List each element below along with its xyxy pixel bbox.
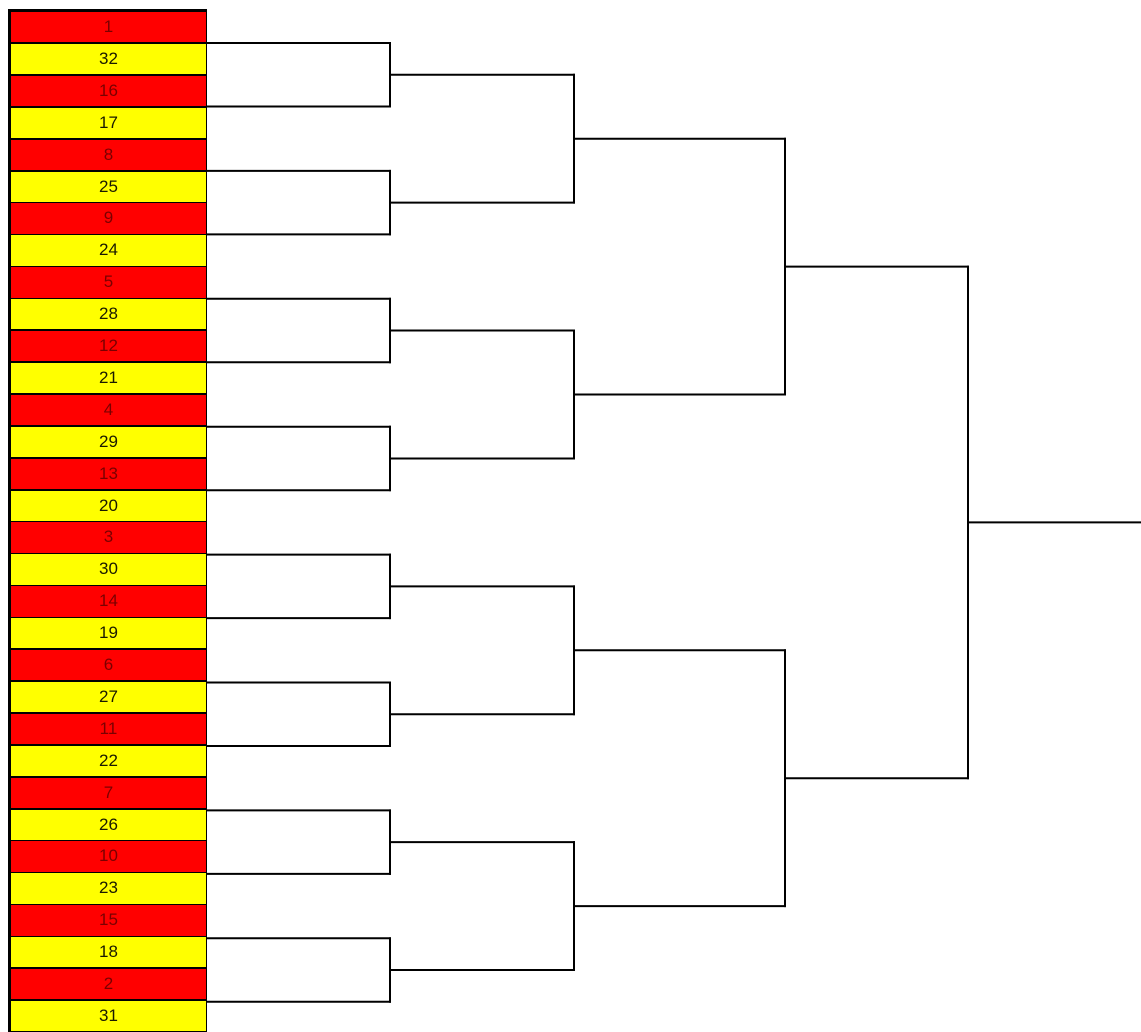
seed-cell: 14 xyxy=(11,586,206,616)
seed-cell: 19 xyxy=(11,618,206,648)
seed-cell: 29 xyxy=(11,427,206,457)
seed-cell: 25 xyxy=(11,172,206,202)
seed-cell: 13 xyxy=(11,459,206,489)
seed-cell: 32 xyxy=(11,44,206,74)
seed-cell: 2 xyxy=(11,969,206,999)
seed-cell: 30 xyxy=(11,554,206,584)
seed-cell: 8 xyxy=(11,140,206,170)
seed-cell: 16 xyxy=(11,76,206,106)
seed-cell: 12 xyxy=(11,331,206,361)
seed-cell: 17 xyxy=(11,108,206,138)
seed-cell: 3 xyxy=(11,522,206,552)
seed-cell: 21 xyxy=(11,363,206,393)
seed-cell: 1 xyxy=(11,12,206,42)
seed-cell: 5 xyxy=(11,267,206,297)
seed-cell: 11 xyxy=(11,714,206,744)
seed-cell: 27 xyxy=(11,682,206,712)
seed-cell: 4 xyxy=(11,395,206,425)
seed-cell: 20 xyxy=(11,491,206,521)
seed-cell: 28 xyxy=(11,299,206,329)
seed-cell: 24 xyxy=(11,235,206,265)
seed-cell: 15 xyxy=(11,905,206,935)
seed-cell: 22 xyxy=(11,746,206,776)
seed-cell: 23 xyxy=(11,873,206,903)
seed-cell: 31 xyxy=(11,1001,206,1031)
seed-cell: 6 xyxy=(11,650,206,680)
seed-cell: 9 xyxy=(11,203,206,233)
seed-cell: 7 xyxy=(11,778,206,808)
seed-cell: 18 xyxy=(11,937,206,967)
seed-cell: 26 xyxy=(11,810,206,840)
seed-cell: 10 xyxy=(11,841,206,871)
